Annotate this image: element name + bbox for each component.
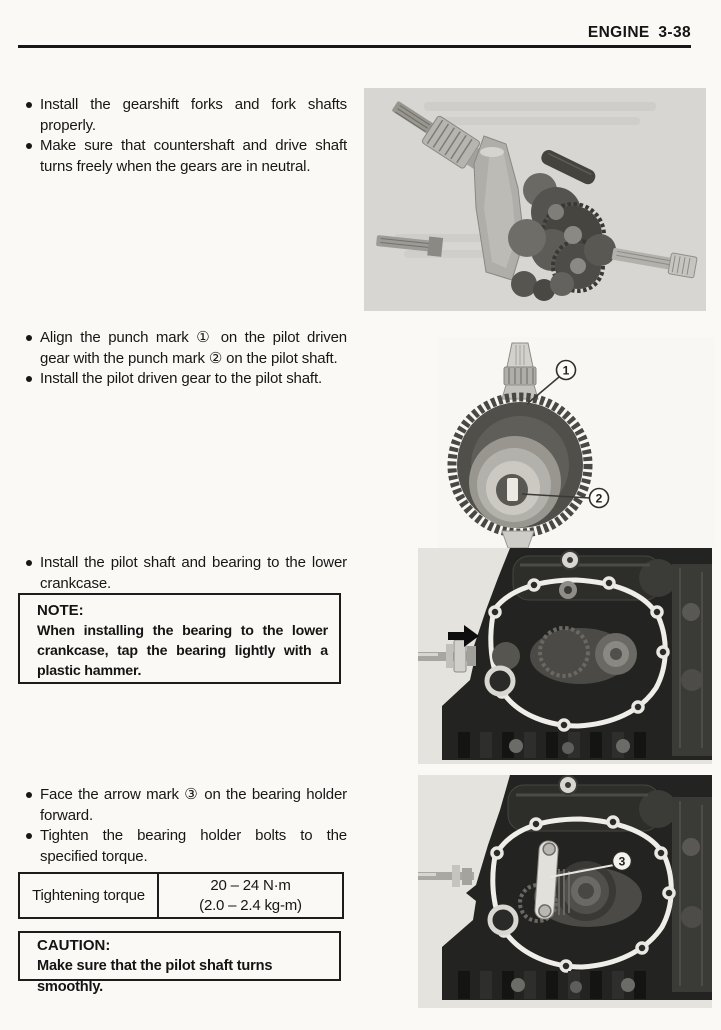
- torque-value-kgm: (2.0 – 2.4 kg-m): [199, 896, 302, 914]
- callout-1-number: 1: [562, 363, 570, 378]
- photo-bearing-holder: [418, 775, 712, 1008]
- bottom-ribs: [458, 732, 646, 758]
- shaft-bore-slot: [507, 478, 518, 501]
- instruction-list-punch-marks: [25, 328, 347, 390]
- instruction-item: Face the arrow mark ③ on the bearing holder forward.: [25, 785, 347, 826]
- callout-2-number: 2: [595, 491, 603, 506]
- instruction-item: Install the pilot driven gear to the pilot shaft.: [25, 369, 347, 390]
- photo-transmission-assembly: [364, 88, 706, 311]
- torque-value-nm: 20 – 24 N·m: [210, 876, 291, 894]
- instruction-item: Make sure that countershaft and drive shaft turns freely when the gears are in neutral.: [25, 136, 347, 177]
- note-box: [18, 593, 341, 684]
- clutch-side-block: [672, 797, 712, 992]
- caution-box: [18, 931, 341, 995]
- pilot-driven-gear: [452, 397, 588, 533]
- photo-pilot-driven-gear: [438, 337, 715, 548]
- note-label: NOTE:: [37, 602, 84, 619]
- torque-table-value-cell: [159, 874, 342, 917]
- instruction-list-gearshift: [25, 95, 347, 177]
- instruction-item: Align the punch mark ① on the pilot driven gear with the punch mark ② on the pilot shaft.: [25, 328, 347, 369]
- pilot-shaft-bottom: [502, 531, 534, 548]
- instruction-item: Install the pilot shaft and bearing to the lower crankcase.: [25, 553, 347, 594]
- torque-table: [18, 872, 344, 919]
- clutch-side-block: [672, 564, 712, 756]
- callout-3-number: 3: [618, 854, 626, 869]
- instruction-item: Tighten the bearing holder bolts to the specified torque.: [25, 826, 347, 867]
- oil-passage-hole: [487, 668, 513, 694]
- caution-label: CAUTION:: [37, 937, 111, 954]
- torque-table-label-cell: Tightening torque: [20, 874, 159, 917]
- bottom-ribs: [458, 971, 646, 999]
- caution-text: Make sure that the pilot shaft turns smoothly.: [37, 958, 273, 995]
- oil-passage-hole: [490, 907, 516, 933]
- upper-crankcase: [513, 551, 677, 600]
- page-header-title: ENGINE 3-38: [587, 24, 691, 41]
- header-rule: [18, 45, 691, 48]
- photo-lower-crankcase-arrow: [418, 548, 712, 764]
- instruction-item: Install the gearshift forks and fork shafts properly.: [25, 95, 347, 136]
- instruction-list-pilot-shaft: [25, 553, 347, 594]
- note-text: When installing the bearing to the lower crankcase, tap the bearing lightly with a plastic hammer.: [37, 623, 328, 679]
- instruction-list-bearing-holder: [25, 785, 347, 867]
